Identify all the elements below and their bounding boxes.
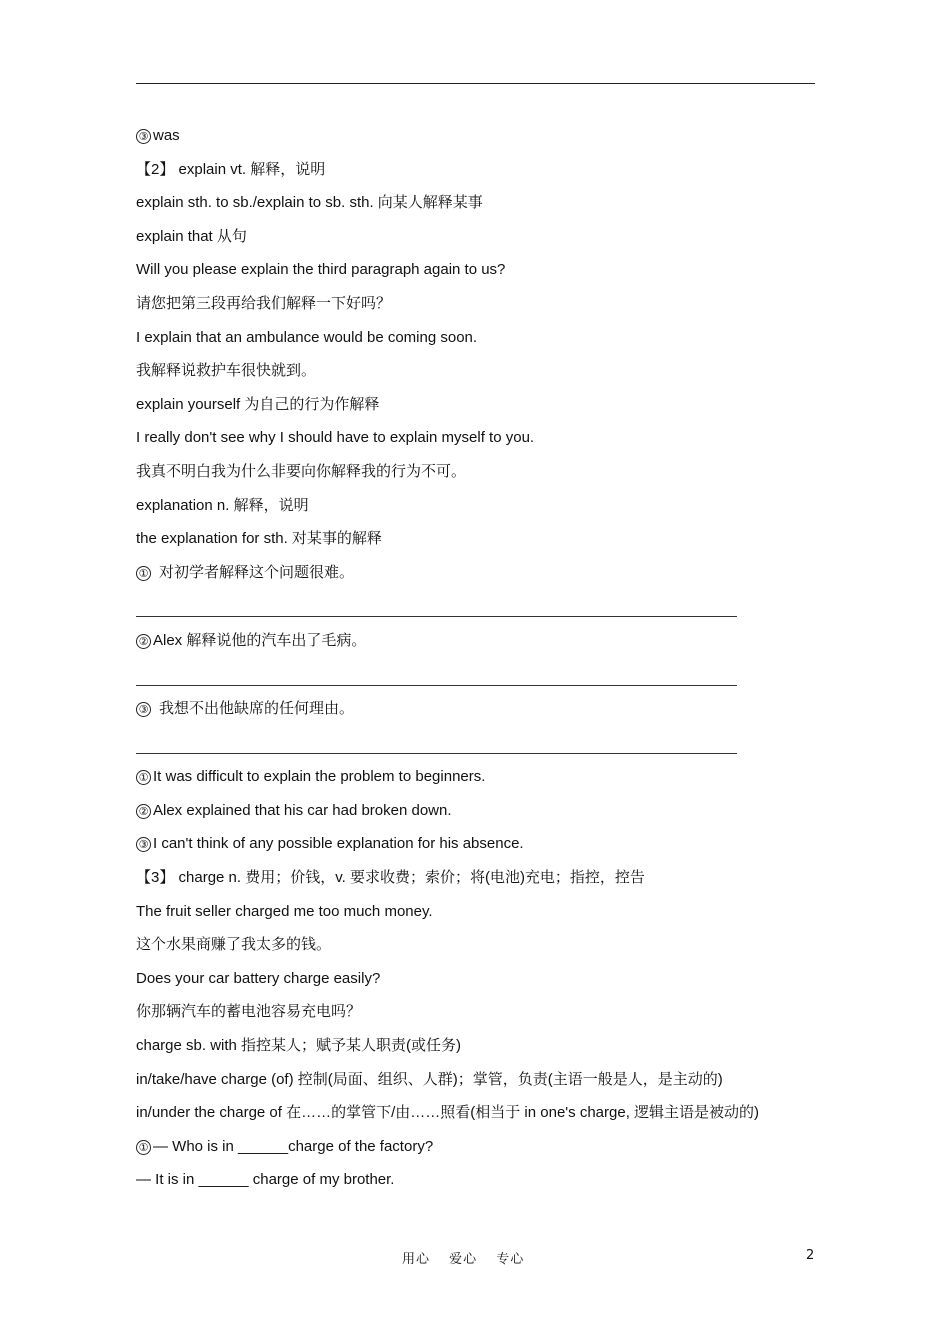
text-line: in/under the charge of 在……的掌管下/由……照看(相当于 in one's charge, 逻辑主语是被动的) xyxy=(136,1104,760,1122)
exercise-item xyxy=(136,560,826,594)
text-line: explain that 从句 xyxy=(136,227,247,245)
line-text: 对初学者解释这个问题很难。 xyxy=(159,563,355,581)
line-text: It was difficult to explain the problem to beginners. xyxy=(153,768,486,786)
answer-line xyxy=(136,123,826,157)
answer-blank-line[interactable] xyxy=(136,662,737,686)
text-line: explain sth. to sb./explain to sb. sth. 向某人解释某事 xyxy=(136,194,483,212)
vocab-heading: 【2】 explain vt. 解释，说明 xyxy=(136,160,326,178)
line-text: was xyxy=(153,127,180,144)
circled-number: ① xyxy=(136,1140,151,1155)
exercise-item xyxy=(136,1134,826,1168)
circled-number: ② xyxy=(136,634,151,649)
example-sentence: Will you please explain the third paragraph again to us? xyxy=(136,261,506,279)
answer-line xyxy=(136,764,826,798)
circled-number: ③ xyxy=(136,837,151,852)
text-line: charge sb. with 指控某人；赋予某人职责(或任务) xyxy=(136,1037,462,1055)
translation-line: 你那辆汽车的蓄电池容易充电吗？ xyxy=(136,1003,362,1021)
footer-text: 用心 爱心 专心 xyxy=(402,1252,525,1267)
answer-blank-line[interactable] xyxy=(136,730,737,754)
circled-number: ② xyxy=(136,804,151,819)
page-number: 2 xyxy=(806,1248,815,1263)
exercise-item: — It is in ______ charge of my brother. xyxy=(136,1171,395,1189)
example-sentence: I really don't see why I should have to explain myself to you. xyxy=(136,429,535,447)
header-rule xyxy=(136,83,815,84)
vocab-heading: 【3】 charge n. 费用；价钱，v. 要求收费；索价；将(电池)充电；指控，控告 xyxy=(136,869,645,887)
answer-line xyxy=(136,798,826,832)
line-text: — Who is in ______charge of the factory? xyxy=(153,1137,434,1155)
example-sentence: I explain that an ambulance would be coming soon. xyxy=(136,328,478,346)
circled-number: ① xyxy=(136,566,151,581)
line-text: I can't think of any possible explanation for his absence. xyxy=(153,835,524,853)
translation-line: 我解释说救护车很快就到。 xyxy=(136,362,317,380)
circled-number: ③ xyxy=(136,129,151,144)
answer-line xyxy=(136,831,826,865)
translation-line: 请您把第三段再给我们解释一下好吗？ xyxy=(136,294,392,312)
line-text: 我想不出他缺席的任何理由。 xyxy=(159,700,355,718)
answer-blank-line[interactable] xyxy=(136,593,737,617)
line-text: Alex explained that his car had broken down. xyxy=(153,801,452,819)
example-sentence: The fruit seller charged me too much money. xyxy=(136,902,433,920)
text-line: explanation n. 解释，说明 xyxy=(136,496,309,514)
circled-number: ① xyxy=(136,770,151,785)
example-sentence: Does your car battery charge easily? xyxy=(136,969,381,987)
line-text: Alex 解释说他的汽车出了毛病。 xyxy=(153,631,367,649)
text-line: the explanation for sth. 对某事的解释 xyxy=(136,530,382,548)
circled-number: ③ xyxy=(136,702,151,717)
translation-line: 这个水果商赚了我太多的钱。 xyxy=(136,936,332,954)
text-line: in/take/have charge (of) 控制(局面、组织、人群)；掌管，负责(主语一般是人，是主动的) xyxy=(136,1070,723,1088)
exercise-item xyxy=(136,628,826,662)
page-footer xyxy=(0,1248,950,1268)
document-body xyxy=(136,123,826,1201)
translation-line: 我真不明白我为什么非要向你解释我的行为不可。 xyxy=(136,462,467,480)
exercise-item xyxy=(136,696,826,730)
text-line: explain yourself 为自己的行为作解释 xyxy=(136,395,380,413)
